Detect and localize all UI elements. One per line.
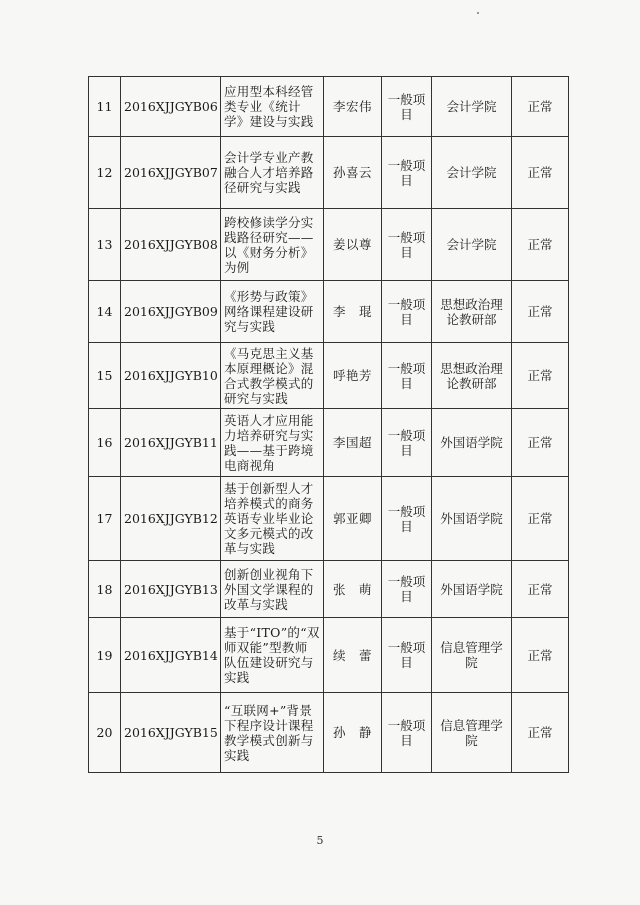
project-department: 会计学院 [432,209,512,281]
project-leader: 姜以尊 [324,209,382,281]
table-row [89,618,569,693]
project-code: 2016XJJGYB06 [121,77,221,137]
row-number: 20 [89,693,121,773]
project-status: 正常 [512,137,569,209]
project-type: 一般项目 [382,561,432,618]
project-code: 2016XJJGYB09 [121,281,221,343]
row-number: 17 [89,477,121,561]
project-title: 基于“ITO”的“双师双能”型教师队伍建设研究与实践 [221,618,324,693]
row-number: 13 [89,209,121,281]
row-number: 11 [89,77,121,137]
scan-speck [477,12,479,14]
project-leader: 呼艳芳 [324,343,382,409]
project-department: 思想政治理论教研部 [432,343,512,409]
table-row [89,77,569,137]
project-status: 正常 [512,343,569,409]
project-type: 一般项目 [382,693,432,773]
project-title: 基于创新型人才培养模式的商务英语专业毕业论文多元模式的改革与实践 [221,477,324,561]
project-title: 《马克思主义基本原理概论》混合式教学模式的研究与实践 [221,343,324,409]
table-row [89,477,569,561]
project-type: 一般项目 [382,77,432,137]
project-title: 《形势与政策》网络课程建设研究与实践 [221,281,324,343]
project-title: 会计学专业产教融合人才培养路径研究与实践 [221,137,324,209]
project-leader: 孙喜云 [324,137,382,209]
project-department: 会计学院 [432,77,512,137]
row-number: 15 [89,343,121,409]
project-type: 一般项目 [382,281,432,343]
table-row [89,561,569,618]
row-number: 12 [89,137,121,209]
table-row [89,409,569,477]
table-row [89,343,569,409]
project-code: 2016XJJGYB12 [121,477,221,561]
page-number: 5 [316,834,324,847]
project-type: 一般项目 [382,409,432,477]
project-code: 2016XJJGYB13 [121,561,221,618]
table-row [89,137,569,209]
project-leader: 李国超 [324,409,382,477]
project-title: 英语人才应用能力培养研究与实践——基于跨境电商视角 [221,409,324,477]
project-status: 正常 [512,618,569,693]
project-department: 信息管理学院 [432,693,512,773]
project-status: 正常 [512,77,569,137]
project-leader: 李 琨 [324,281,382,343]
project-code: 2016XJJGYB08 [121,209,221,281]
project-table [88,76,569,773]
table-row [89,693,569,773]
project-status: 正常 [512,409,569,477]
project-department: 思想政治理论教研部 [432,281,512,343]
project-leader: 张 萌 [324,561,382,618]
project-leader: 续 蕾 [324,618,382,693]
project-status: 正常 [512,477,569,561]
project-code: 2016XJJGYB11 [121,409,221,477]
project-status: 正常 [512,693,569,773]
project-code: 2016XJJGYB15 [121,693,221,773]
project-department: 外国语学院 [432,561,512,618]
project-department: 信息管理学院 [432,618,512,693]
project-type: 一般项目 [382,209,432,281]
project-department: 会计学院 [432,137,512,209]
table-row [89,281,569,343]
project-leader: 李宏伟 [324,77,382,137]
project-department: 外国语学院 [432,409,512,477]
project-title: 创新创业视角下外国文学课程的改革与实践 [221,561,324,618]
project-leader: 孙 静 [324,693,382,773]
table-row [89,209,569,281]
project-type: 一般项目 [382,618,432,693]
project-title: “互联网+”背景下程序设计课程教学模式创新与实践 [221,693,324,773]
row-number: 19 [89,618,121,693]
project-type: 一般项目 [382,343,432,409]
project-code: 2016XJJGYB14 [121,618,221,693]
project-status: 正常 [512,209,569,281]
project-code: 2016XJJGYB07 [121,137,221,209]
project-title: 应用型本科经管类专业《统计学》建设与实践 [221,77,324,137]
row-number: 16 [89,409,121,477]
project-status: 正常 [512,281,569,343]
row-number: 14 [89,281,121,343]
project-type: 一般项目 [382,137,432,209]
project-table-body [89,77,569,773]
project-title: 跨校修读学分实践路径研究——以《财务分析》为例 [221,209,324,281]
project-type: 一般项目 [382,477,432,561]
row-number: 18 [89,561,121,618]
project-status: 正常 [512,561,569,618]
project-leader: 郭亚卿 [324,477,382,561]
project-department: 外国语学院 [432,477,512,561]
project-code: 2016XJJGYB10 [121,343,221,409]
